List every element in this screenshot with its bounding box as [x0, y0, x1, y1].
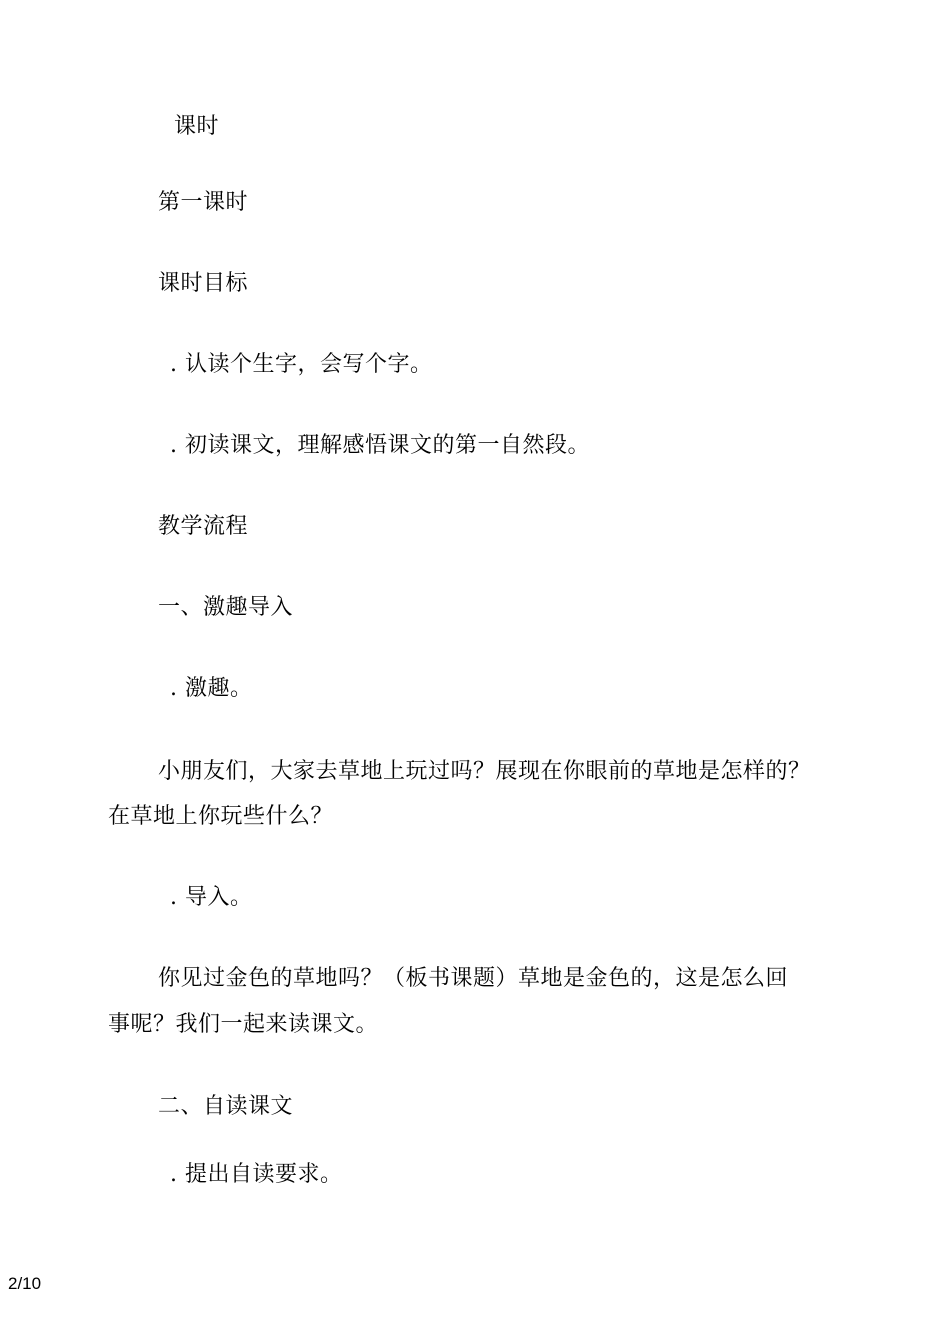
goal-item-1: . 认读个生字，会写个字。	[170, 352, 433, 377]
paragraph-2-line-1: 你见过金色的草地吗？（板书课题）草地是金色的，这是怎么回	[158, 966, 789, 991]
step-item-motivate: . 激趣。	[170, 676, 253, 701]
lesson-heading: 课时	[174, 114, 220, 139]
first-lesson-heading: 第一课时	[158, 190, 249, 215]
paragraph-1-line-1: 小朋友们，大家去草地上玩过吗？展现在你眼前的草地是怎样的？	[158, 759, 811, 784]
teaching-process-heading: 教学流程	[158, 514, 249, 539]
section-1-heading: 一、激趣导入	[158, 595, 294, 620]
paragraph-1-line-2: 在草地上你玩些什么？	[108, 804, 334, 829]
section-2-heading: 二、自读课文	[158, 1094, 294, 1119]
step-item-introduce: . 导入。	[170, 885, 253, 910]
step-item-reading-requirements: . 提出自读要求。	[170, 1162, 343, 1187]
paragraph-2-line-2: 事呢？我们一起来读课文。	[108, 1012, 379, 1037]
lesson-goals-heading: 课时目标	[158, 271, 249, 296]
goal-item-2: . 初读课文，理解感悟课文的第一自然段。	[170, 433, 590, 458]
page-number: 2/10	[8, 1274, 42, 1293]
